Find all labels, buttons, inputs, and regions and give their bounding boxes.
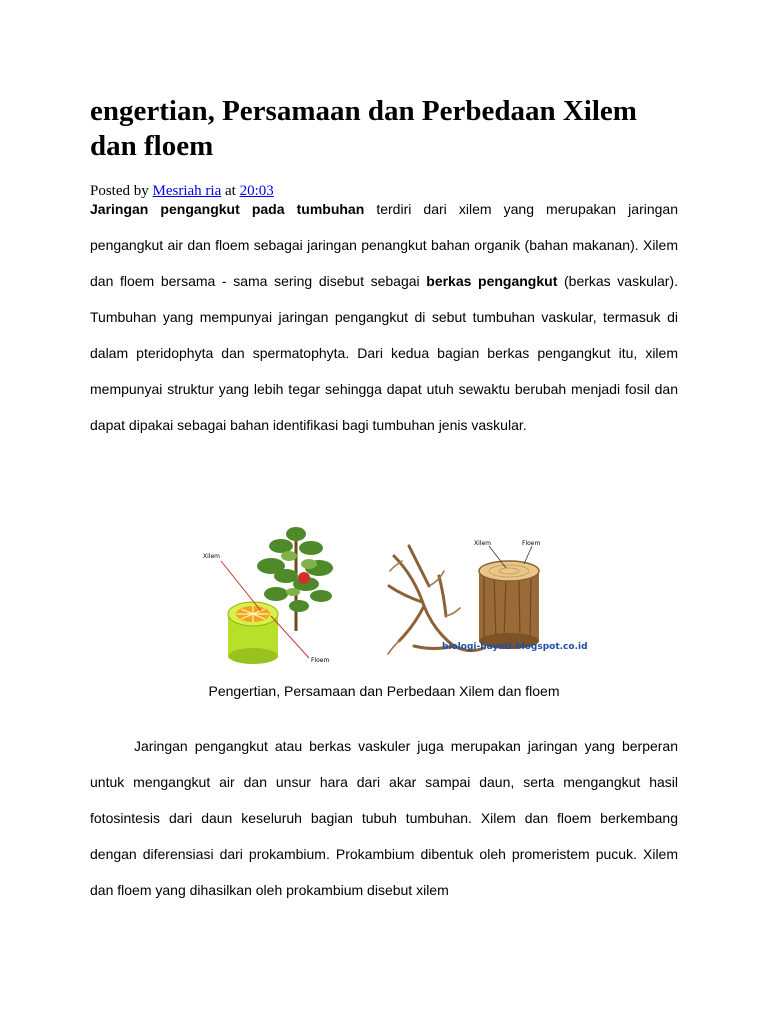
label-floem-right: Floem [522,540,541,547]
author-link[interactable]: Mesriah ria [152,183,222,199]
label-xilem-right: Xilem [474,540,491,547]
paragraph-intro [90,191,678,443]
at-label: at [225,183,236,199]
time-link[interactable]: 20:03 [239,183,274,199]
bold-term-berkas: berkas pengangkut [426,273,558,289]
figure-caption: Pengertian, Persamaan dan Perbedaan Xilem dan floem [208,683,560,699]
posted-by-label: Posted by [90,183,149,199]
paragraph-body [90,728,678,908]
image-watermark: biologi-hayati.blogspot.co.id [442,642,588,652]
page-title: engertian, Persamaan dan Perbedaan Xilem dan floem [90,95,637,162]
label-floem-left: Floem [311,657,330,664]
body-text: Jaringan pengangkut atau berkas vaskuler juga merupakan jaringan yang berperan untuk mengangkut air dan unsur hara dari akar sampai daun, serta mengangkut hasil fotosintesis dari daun keseluruh bagian tubuh tumbuhan. Xilem dan floem berkembang dengan diferensiasi dari prokambium. Prokambium dibentuk oleh promeristem pucuk. Xilem dan floem yang dihasilkan oleh prokambium disebut xilem [90,738,678,898]
label-xilem-left: Xilem [203,553,220,560]
intro-text-2: (berkas vaskular). Tumbuhan yang mempunyai jaringan pengangkut di sebut tumbuhan vaskular, termasuk di dalam pteridophyta dan spermatophyta. Dari kedua bagian berkas pengangkut itu, xilem mempunyai struktur yang lebih tegar sehingga dapat utuh sewaktu berubah menjadi fosil dan dapat dipakai sebagai bahan identifikasi bagi tumbuhan jenis vaskular. [90,273,678,433]
bold-term-jaringan: Jaringan pengangkut pada tumbuhan [90,201,365,217]
figure-xilem-floem [90,512,678,684]
plant-crosssection-illustration [201,516,351,666]
intro-text-1: terdiri dari xilem yang merupakan jaringan pengangkut air dan floem sebagai jaringan penangkut bahan organik (bahan makanan). Xilem dan floem bersama - sama sering disebut sebagai [90,201,678,289]
